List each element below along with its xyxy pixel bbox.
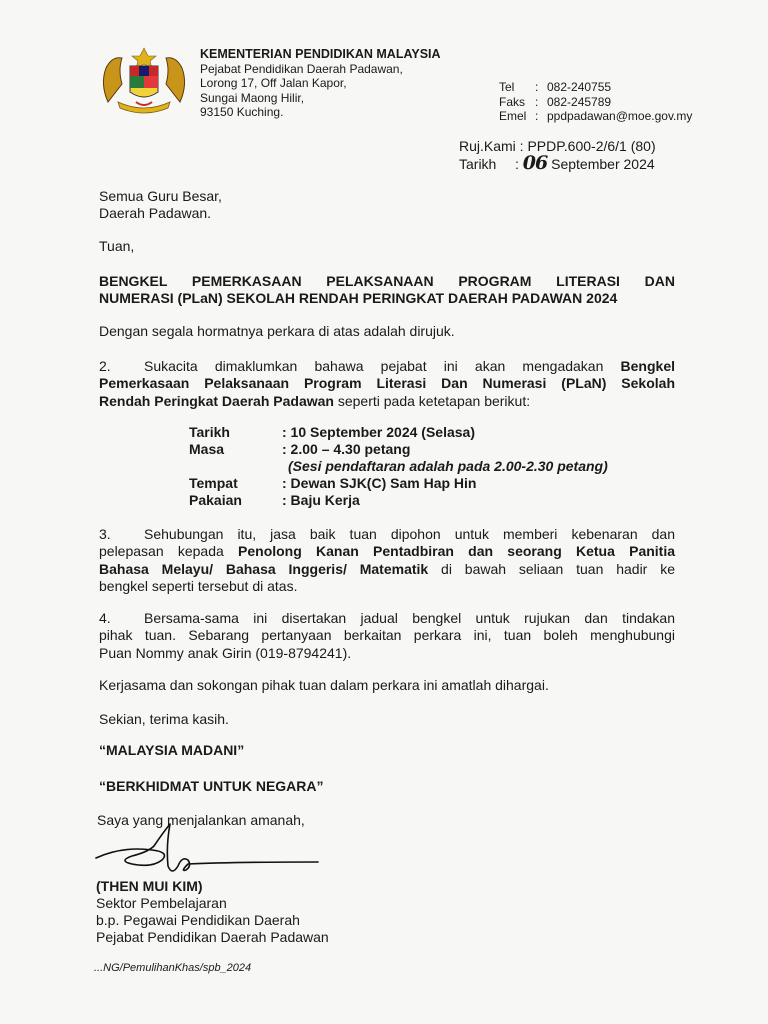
contact-label: Faks [499, 94, 526, 109]
handwritten-day: 06 [522, 152, 548, 174]
paragraph-number: 4. [99, 610, 111, 626]
detail-label: Masa [189, 441, 225, 457]
agency-address-block [200, 47, 441, 120]
detail-label: Pakaian [189, 492, 242, 508]
slogan-berkhidmat: “BERKHIDMAT UNTUK NEGARA” [99, 778, 324, 794]
paragraph-text: Puan Nommy anak Girin (019-8794241). [99, 644, 352, 661]
paragraph-bold-text: Pemerkasaan Pelaksanaan Program Literasi Dan Numerasi (PLaN) Sekolah [99, 375, 675, 392]
paragraph-text: bengkel seperti tersebut di atas. [99, 578, 298, 595]
paragraph-text: di bawah seliaan tuan hadir ke [428, 560, 675, 577]
slogan-malaysia-madani: “MALAYSIA MADANI” [99, 742, 245, 758]
detail-value: : 2.00 – 4.30 petang [282, 441, 411, 457]
detail-label: Tarikh [189, 424, 230, 440]
detail-note: (Sesi pendaftaran adalah pada 2.00-2.30 petang) [288, 458, 608, 474]
letter-date: Tarikh : 06 September 2024 [459, 152, 655, 174]
contact-block [499, 80, 692, 124]
paragraph-4 [99, 610, 675, 662]
reference-number: Ruj.Kami : PPDP.600-2/6/1 (80) [459, 138, 656, 154]
detail-row-date [189, 424, 608, 441]
coat-of-arms-logo [96, 44, 192, 116]
detail-label: Tempat [189, 475, 238, 491]
detail-row-attire [189, 492, 608, 509]
paragraph-bold-text: Penolong Kanan Pentadbiran dan seorang Ketua Panitia [238, 543, 676, 560]
paragraph-1: Dengan segala hormatnya perkara di atas adalah dirujuk. [99, 323, 455, 339]
closing-line: Saya yang menjalankan amanah, [97, 812, 305, 828]
detail-value: : Baju Kerja [282, 492, 360, 508]
subject-line: NUMERASI (PLaN) SEKOLAH RENDAH PERINGKAT DAERAH PADAWAN 2024 [99, 290, 618, 307]
salutation: Tuan, [99, 238, 135, 254]
detail-row-venue [189, 475, 608, 492]
paragraph-text: pelepasan kepada [99, 543, 239, 560]
detail-value: : 10 September 2024 (Selasa) [282, 424, 475, 440]
contact-value: 082-245789 [547, 94, 612, 109]
contact-value: 082-240755 [547, 80, 612, 94]
contact-fax: Faks : 082-245789 [499, 94, 612, 109]
paragraph-5: Kerjasama dan sokongan pihak tuan dalam perkara ini amatlah dihargai. [99, 677, 549, 693]
signer-title-line: Pejabat Pendidikan Daerah Padawan [96, 929, 329, 945]
address-line: 93150 Kuching. [200, 105, 284, 119]
contact-tel: Tel : 082-240755 [499, 80, 612, 94]
recipient-line: Semua Guru Besar, [99, 188, 222, 204]
signer-title-line: Sektor Pembelajaran [96, 895, 227, 911]
address-line: Pejabat Pendidikan Daerah Padawan, [200, 61, 403, 76]
signer-title-line: b.p. Pegawai Pendidikan Daerah [96, 912, 300, 928]
date-month-year: September 2024 [551, 156, 655, 172]
recipient-line: Daerah Padawan. [99, 205, 212, 222]
paragraph-bold-text: Rendah Peringkat Daerah Padawan [99, 392, 334, 409]
paragraph-3 [99, 526, 675, 596]
date-label: Tarikh [459, 156, 497, 172]
detail-row-time [189, 441, 608, 458]
signer-block [96, 878, 329, 946]
ruj-value: PPDP.600-2/6/1 (80) [527, 138, 656, 154]
subject-line: BENGKEL PEMERKASAAN PELAKSANAAN PROGRAM LITERASI DAN [99, 273, 675, 289]
paragraph-text: seperti pada ketetapan berikut: [333, 392, 531, 409]
file-reference-footer: ...NG/PemulihanKhas/spb_2024 [94, 962, 252, 974]
contact-label: Tel [499, 80, 515, 94]
paragraph-text: Sehubungan itu, jasa baik tuan dipohon untuk memberi kebenaran dan [144, 526, 675, 542]
paragraph-number: 2. [99, 358, 111, 374]
paragraph-text: Bersama-sama ini disertakan jadual bengkel untuk rujukan dan tindakan [144, 610, 675, 626]
paragraph-text: Sukacita dimaklumkan bahawa pejabat ini akan mengadakan [144, 358, 621, 374]
ministry-name: KEMENTERIAN PENDIDIKAN MALAYSIA [200, 47, 441, 61]
ruj-label: Ruj.Kami [459, 138, 516, 154]
contact-email: Emel : ppdpadawan@moe.gov.my [499, 109, 693, 123]
paragraph-6: Sekian, terima kasih. [99, 711, 229, 727]
letter-subject [99, 273, 675, 308]
paragraph-number: 3. [99, 526, 111, 542]
paragraph-2 [99, 358, 675, 410]
address-line: Sungai Maong Hilir, [200, 90, 305, 105]
reference-block [459, 138, 656, 173]
address-line: Lorong 17, Off Jalan Kapor, [200, 76, 347, 90]
event-details [189, 424, 608, 509]
signer-name: (THEN MUI KIM) [96, 878, 203, 894]
paragraph-text: pihak tuan. Sebarang pertanyaan berkaitan perkara ini, tuan boleh menghubungi [99, 627, 675, 644]
paragraph-bold-text: Bahasa Melayu/ Bahasa Inggeris/ Matematik [99, 560, 429, 577]
contact-value: ppdpadawan@moe.gov.my [547, 109, 693, 123]
paragraph-bold-text: Bengkel [620, 358, 675, 374]
contact-label: Emel [499, 109, 527, 123]
detail-value: : Dewan SJK(C) Sam Hap Hin [282, 475, 477, 491]
recipient-block [99, 188, 222, 223]
detail-row-note [189, 458, 608, 475]
